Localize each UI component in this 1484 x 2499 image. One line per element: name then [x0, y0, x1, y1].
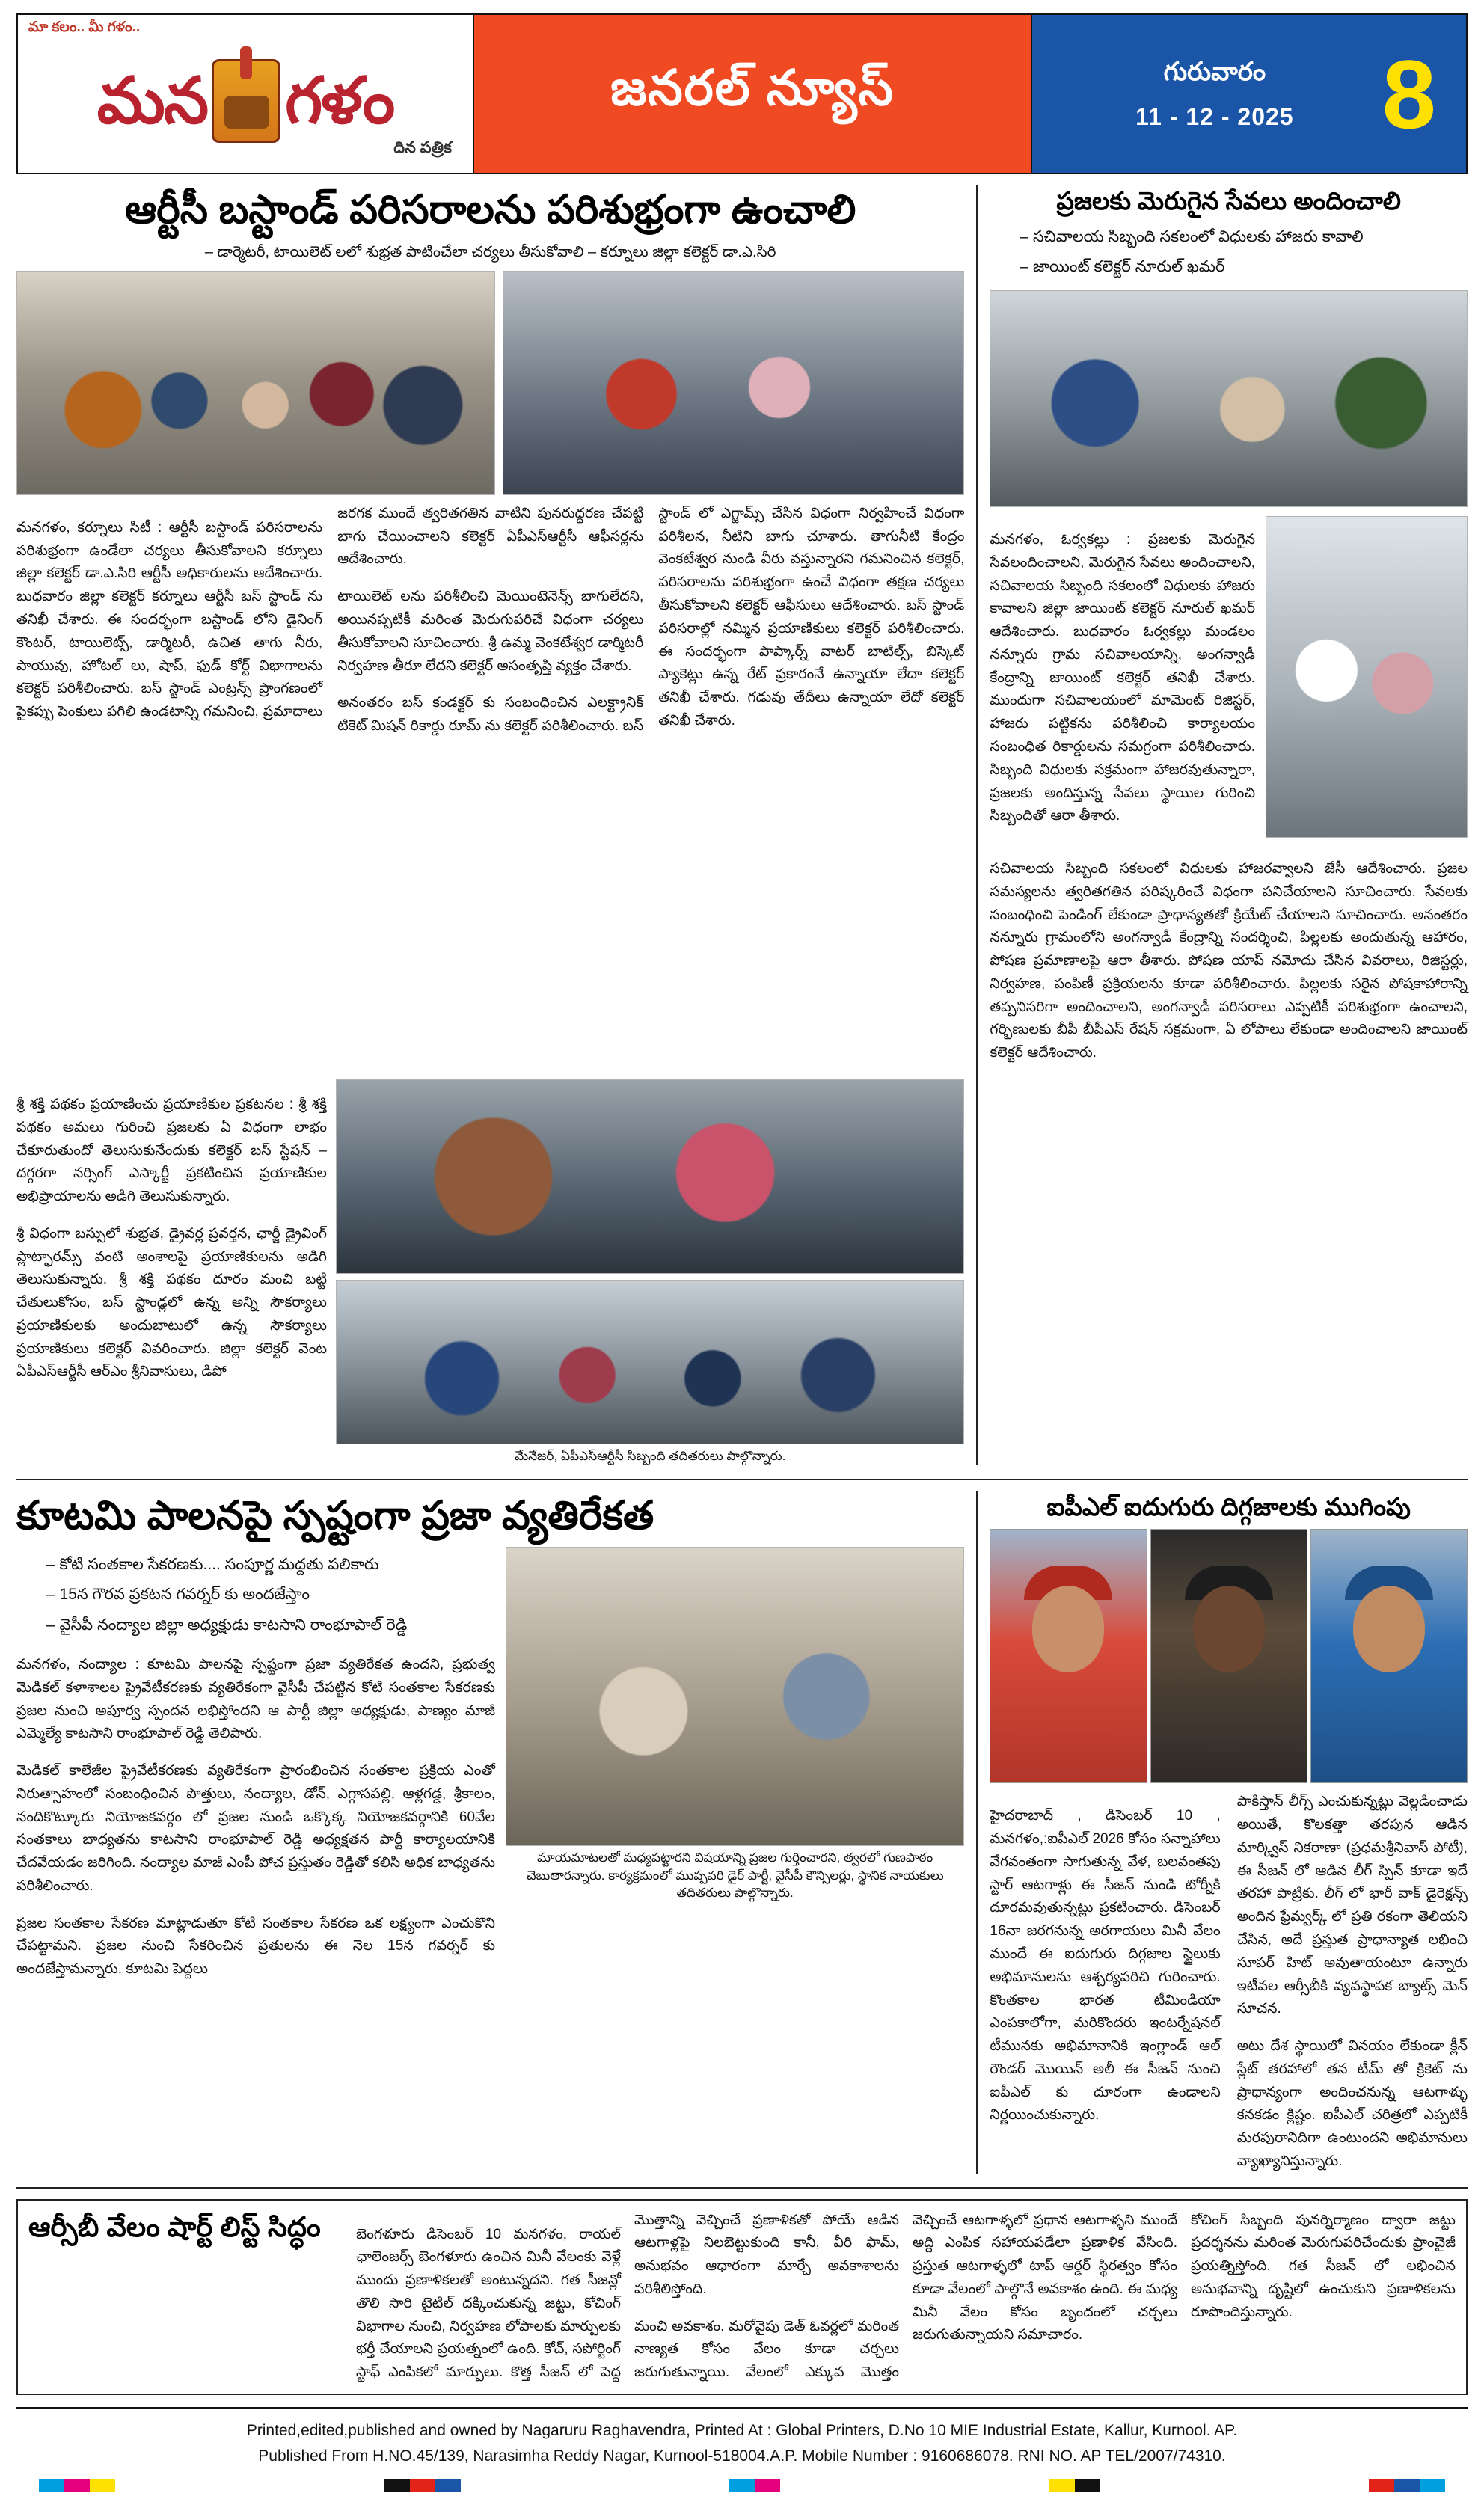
colorbar-yellow: [90, 2479, 115, 2492]
photo-anganwadi-visit: [1266, 516, 1468, 838]
colorbar-group-mid-right: [1049, 2479, 1100, 2492]
colorbar-group-right: [1369, 2479, 1445, 2492]
masthead-subtitle: దిన పత్రిక: [393, 139, 452, 156]
politics-story: [16, 1491, 978, 2174]
sports-body: [990, 1791, 1468, 2173]
weekday-label: గురువారం: [1163, 57, 1266, 86]
lead-mid-paragraph: శ్రీ విధంగా బస్సులో శుభ్రత, డ్రైవర్ల ప్రవర్తన, ఛార్జీ డ్రైవింగ్ ప్లాట్ఫారమ్స్ వంటి అంశాలపై ప్రయాణికులను అడిగి తెలుసుకున్నారు. శ్రీ శక్తి పథకం దూరం మంచి బట్టి చేతులుకోసం, బస్ స్టాండ్లలో ఉన్న అన్ని సౌకర్యాలు ప్రయాణికులకు అందుబాటులో ఉన్న సౌకర్యాలు ప్రయాణికులు కలెక్టర్ వివరించారు. జిల్లా కలెక్టర్ వెంట ఏపీఎస్ఆర్టీసీ ఆర్ఎం శ్రీనివాసులు, డిపో: [16, 1225, 327, 1380]
photo-passenger-interaction: [336, 1079, 964, 1274]
player-head: [1353, 1586, 1425, 1672]
colorbar-yellow: [1049, 2479, 1075, 2492]
sports-story: [978, 1491, 1468, 2174]
rcb-paragraph: కోచింగ్ సిబ్బంది పునర్నిర్మాణం ద్వారా జట్టు ప్రదర్శనను మరింత మెరుగుపరిచేందుకు ఫ్రాంచైజీ ప్రయత్నిస్తోంది. గత సీజన్ లో లభించిన అనుభవాన్ని దృష్టిలో ఉంచుకుని ప్రణాళికలను రూపొందిస్తున్నారు.: [1191, 2212, 1456, 2320]
lead-body-columns: [16, 503, 964, 738]
lead-continuation-left: [16, 1079, 978, 1465]
photo-cricketer-2: [1150, 1529, 1307, 1783]
rcb-paragraph: బెంగళూరు డిసెంబర్ 10 మనగళం, రాయల్ ఛాలెంజర్స్ బెంగళూరు ఉంచిన మినీ వేలంకు వెళ్లే ముందు ప్రణాళికలతో అంటున్నదని. గత సీజన్లో తొలి సారి టైటిల్ దక్కించుకున్న జట్టు, కోచింగ్ విభాగాల నుంచి, నిర్వహణ లోపాలకు మార్పులకు భర్తీ చేయాలని ప్రయత్నంలో ఉంది. కోచ్, సపోర్టింగ్ స్టాఫ్ ఎంపికలో మార్పులు. కొత్త సీజన్ లో పెద్ద మొత్తాన్ని వెచ్చించే ప్రణాళికతో పోయే ఆడిన ఆటగాళ్లపై నిలబెట్టుకుంది కానీ, వీరి ఫామ్, అనుభవం ఆధారంగా మార్చే అవకాశాలను పరిశీలిస్తోంది.: [356, 2212, 899, 2381]
bullet-item: – 15న గౌరవ ప్రకటన గవర్నర్ కు అందజేస్తాం: [46, 1586, 310, 1604]
print-registration-bars: [16, 2479, 1468, 2492]
logo-word-left: మన: [96, 64, 208, 137]
rcb-headline: ఆర్సీబీ వేలం షార్ట్ లిస్ట్ సిద్ధం: [28, 2211, 321, 2242]
date-label: 11 - 12 - 2025: [1135, 102, 1294, 130]
services-bullets: [990, 224, 1468, 282]
services-body: [990, 515, 1468, 1065]
lead-photo-caption: మేనేజర్, ఏపీఎస్ఆర్టీసీ సిబ్బంది తదితరులు పాల్గొన్నారు.: [515, 1448, 786, 1463]
politics-body: [16, 1654, 495, 1981]
colorbar-magenta: [64, 2479, 90, 2492]
photo-bus-stand-inspection: [16, 271, 495, 495]
bullet-item: – కోటి సంతకాల సేకరణకు.... సంపూర్ణ మద్దతు పలికారు: [46, 1555, 379, 1573]
section-title-text: జనరల్ న్యూస్: [610, 60, 895, 115]
masthead: [16, 13, 1468, 174]
colorbar-blue: [1394, 2479, 1420, 2492]
masthead-logo-wordmark: [18, 59, 473, 143]
lead-headline: ఆర్టీసీ బస్టాండ్ పరిసరాలను పరిశుభ్రంగా ఉంచాలి: [125, 188, 856, 232]
photo-staff-lineup: [336, 1280, 964, 1444]
colorbar-group-mid-left: [384, 2479, 461, 2492]
politics-photo-caption: మాయమాటలతో మధ్యపట్టారని విషయాన్ని ప్రజల గుర్తించారని, త్వరలో గుణపాఠం చెబుతారన్నారు. కార్యక్రమంలో ముప్పవరి డైర్ పార్టీ, వైసీపీ కౌన్సిలర్లు, స్థానిక నాయకులు తదితరులు పాల్గొన్నారు.: [526, 1850, 944, 1901]
colorbar-magenta: [755, 2479, 780, 2492]
sports-headline: ఐపీఎల్ ఐదుగురు దిగ్గజాలకు ముగింపు: [1046, 1492, 1411, 1521]
lead-body: [16, 503, 964, 738]
lead-deck: – డార్మెటరీ, టాయిలెట్ లలో శుభ్రత పాటించేలా చర్యలు తీసుకోవాలి – కర్నూలు జిల్లా కలెక్టర్ డా.ఎ.సిరి: [204, 243, 776, 260]
services-story: [978, 185, 1468, 1079]
lead-mid-paragraph: శ్రీ శక్తి పథకం ప్రయాణించు ప్రయాణికుల ప్రకటనల : శ్రీ శక్తి పథకం అమలు గురించి ప్రజలకు ఏ విధంగా లాభం చేకూరుతుందో తెలుసుకునేందుకు కలెక్టర్ బస్ స్టేషన్ – దగ్గరగా నర్సింగ్ ఎస్కార్టీ ప్రకటించిన ప్రయాణికుల అభిప్రాయాలను అడిగి తెలుసుకున్నారు.: [16, 1096, 327, 1205]
politics-row: [16, 1547, 964, 1996]
lead-story: [16, 185, 978, 1079]
colorbar-cyan: [729, 2479, 755, 2492]
player-head: [1193, 1586, 1265, 1672]
page-number: 8: [1382, 39, 1436, 149]
sports-paragraph: పాకిస్తాన్ లీగ్స్ ఎంచుకున్నట్లు వెల్లడించాడు అయితే, కొలకత్తా తరపున ఆడిన మార్క్విస్ నికరాణా (ప్రధమశ్రీనివాస్ పోటీ), ఈ సీజన్ లో ఆడిన లీగ్ స్పిన్ కూడా ఇదే తరహా పాట్రికు. లీగ్ లో భారీ వాక్ డైరెక్షన్స్ అందిన ఫ్రేమ్వర్క్ లో ప్రతి రకంగా తెలియని చేసిన, అదే ప్రస్తుత ప్రాధాన్యాత లభించి సూపర్ హిట్ అవుతాయంటూ ఉన్నారు ఇటీవల ఆర్సీబీకి వ్యవస్థాపక బ్యాట్స్ మెన్ సూచన.: [1236, 1794, 1468, 2017]
masthead-logo: [18, 15, 474, 173]
masthead-tagline: మా కలం.. మీ గళం..: [28, 19, 141, 35]
rcb-body-col: [356, 2210, 1456, 2385]
masthead-section-title: [474, 15, 1032, 173]
politics-paragraph: మెడికల్ కాలేజీల ప్రైవేటీకరణకు వ్యతిరేకంగా ప్రారంభించిన సంతకాల ప్రక్రియ ఎంతో నిరుత్సాహంలో సంబంధించిన పొత్తులు, నంద్యాల, డోన్, ఎగ్గాసపల్లి, ఆళ్లగడ్డ, శ్రీకాలం, నందికొట్కూరు నియోజకవర్గం లో ప్రజల నుండి ఒక్కొక్క నియోజకవర్గానికి 60వేల సంతకాలు బాధ్యతను కాటసాని రాంభూపాల్ రెడ్డి అధ్యక్షతన పార్టీ కార్యాలయానికి చేదవేయడం జరిగింది. నంద్యాల మాజీ ఎంపీ పోచ ప్రస్తుతం రెడ్డితో కలిసి అధిక బాధ్యతను పరిశీలించారు.: [16, 1763, 495, 1894]
politics-headline: కూటమి పాలనపై స్పష్టంగా ప్రజా వ్యతిరేకత: [16, 1493, 654, 1538]
services-paragraph: మనగళం, ఓర్వకల్లు : ప్రజలకు మెరుగైన సేవలందించాలని, మెరుగైన సేవలు అందించాలని, సచివాలయ సిబ్బంది సకలంలో విధులకు హాజరు కావాలని జిల్లా జాయింట్ కలెక్టర్ నూరుల్ ఖమర్ ఆదేశించారు. బుధవారం ఓర్వకల్లు మండలం నన్నూరు గ్రామ సచివాలయాన్ని, అంగన్వాడీ కేంద్రాన్ని జాయింట్ కలెక్టర్ తనిఖీ చేశారు. ముందుగా సచివాలయంలో మామెంట్ రిజిస్టర్, హాజరు పట్టికను పరిశీలించి కార్యాలయం సంబంధిత రికార్డులను సమగ్రంగా పరిశీలించారు. సిబ్బంది విధులకు సక్రమంగా హాజరవుతున్నారా, ప్రజలకు అందిస్తున్న సేవలు స్థాయిల గురించి సిబ్బందితో ఆరా తీశారు.: [990, 532, 1255, 824]
masthead-dateblock: [1032, 15, 1466, 173]
bullet-item: – వైసీపీ నంద్యాల జిల్లా అధ్యక్షుడు కాటసాని రాంభూపాల్ రెడ్డి: [46, 1616, 408, 1634]
colorbar-cyan: [39, 2479, 64, 2492]
bullet-item: – జాయింట్ కలెక్టర్ నూరుల్ ఖమర్: [1020, 258, 1225, 276]
lead-paragraph: టాయిలెట్ లను పరిశీలించి మెయింటెనెన్స్ బాగులేదని, అయినప్పటికీ మరింత మెరుగుపరిచే విధంగా చర్యలు తీసుకోవాలని సూచించారు. శ్రీ ఉమ్మ వెంకటేశ్వర డార్మిటరీ నిర్వహణ తీరూ లేదని కలెక్టర్ అసంతృప్తి వ్యక్తం చేశారు.: [337, 589, 644, 674]
colorbar-cyan: [1420, 2479, 1445, 2492]
lead-cont-col2: [336, 1079, 964, 1465]
top-section: [16, 185, 1468, 1079]
colorbar-blue: [435, 2479, 461, 2492]
lead-continuation-right-spacer: [978, 1079, 1468, 1465]
politics-text-col: [16, 1547, 495, 1996]
photo-ysrcp-event: [506, 1547, 964, 1846]
photo-secretariat-inspection: [990, 290, 1468, 507]
section-divider: [16, 1479, 1468, 1480]
lead-paragraph: మనగళం, కర్నూలు సిటీ : ఆర్టీసీ బస్టాండ్ పరిసరాలను పరిశుభ్రంగా ఉండేలా చర్యలు తీసుకోవాలని కర్నూలు జిల్లా కలెక్టర్ డా.ఎ.సిరి ఆర్టీసీ అధికారులను ఆదేశించారు. బుధవారం జిల్లా కలెక్టర్ కర్నూలు ఆర్టీసీ బస్ స్టాండ్ ను తనిఖీ చేశారు. ఈ సందర్భంగా బస్టాండ్ లోని డైనింగ్ కౌంటర్, టాయిలెట్స్, డార్మిటరీ, ఉచిత తాగు నీరు, పాయువు, హోటల్ లు, షాప్, ఫుడ్ కోర్ట్ విభాగాలను కలెక్టర్ పరిశీలించారు. బస్ స్టాండ్ ఎంట్రన్స్ ప్రాంగణంలో పైకప్పు పెంకులు పగిలి ఉండటాన్ని గమనించి, ప్రమాదాలు జరగక ముందే త్వరితగతిన వాటిని పునరుద్ధరణ చేపట్టి బాగు చేయించాలని కలెక్టర్ ఏపీఎస్ఆర్టీసీ ఆఫీసర్లను ఆదేశించారు.: [16, 505, 644, 720]
player-head: [1032, 1586, 1104, 1672]
rcb-body: [356, 2210, 1456, 2385]
lead-cont-col1: [16, 1079, 327, 1465]
rcb-story: [16, 2199, 1468, 2395]
imprint: [16, 2407, 1468, 2468]
lead-paragraph: అనంతరం బస్ కండక్టర్ కు సంబంధించిన ఎలక్ట్రానిక్ టికెట్ మిషన్ రికార్డు రూమ్ ను కలెక్టర్ పరిశీలించారు. బస్ స్టాండ్ లో ఎగ్జామ్స్ చేసిన విధంగా నిర్వహించే విధంగా పరిశీలన, నీటిని బాగు చూశారు. తాగునీటి కేంద్రం వెంకటేశ్వర నుండి వీరు వస్తున్నారని గమనించిన కలెక్టర్, పరిసరాలను పరిశుభ్రంగా ఉంచే విధంగా తక్షణ చర్యలు తీసుకోవాలని కలెక్టర్ ఆఫీసులు ఆదేశించారు. బస్ స్టాండ్ పరిసరాల్లో నమ్మిన ప్రయాణికులు కలెక్టర్ పరిశీలించారు. ఈ సందర్భంగా పాప్కార్న్ వాటర్ బాటిల్స్, బిస్కెట్ ప్యాకెట్లు ఉన్న రేట్ ప్రకారంనే ఉన్నాయా లేదా కలెక్టర్ తనిఖీ చేశారు. గడువు తేదీలు ఉన్నాయా లేదో కలెక్టర్ తనిఖీ చేశారు.: [337, 505, 965, 735]
lead-photo-row: [16, 271, 964, 495]
photo-bus-interior: [503, 271, 964, 495]
masthead-date: [1055, 58, 1375, 131]
photo-cricketers: [990, 1529, 1468, 1783]
services-paragraph: సచివాలయ సిబ్బంది సకలంలో విధులకు హాజరవ్వాలని జేసీ ఆదేశించారు. ప్రజల సమస్యలను త్వరితగతిన పరిష్కరించే విధంగా పనిచేయాలని సూచించారు. సేవలకు సంబంధించి పెండింగ్ లేకుండా ప్రాధాన్యతతో క్రియేట్ చేయాలని సూచించారు. అనంతరం నన్నూరు గ్రామంలోని అంగన్వాడీ కేంద్రాన్ని సందర్శించి, పిల్లలకు అందుతున్న ఆహారం, పోషణ ప్రమాణాలపై ఆరా తీశారు. పోషణ యాప్ నమోదు చేసిన వివరాలు, రిజిస్టర్లు, నిర్వహణ, పంపిణీ ప్రక్రియలను కూడా పరిశీలించారు. పిల్లలకు సరైన పోషకాహారాన్ని తప్పనిసరిగా అందించాలని, అంగన్వాడీ పరిసరాలు ఎప్పటికీ పరిశుభ్రంగా ఉంచాలని, గర్భిణులకు బీపీ బీపీఎస్ రేషన్ సక్రమంగా, ఏ లోపాలు లేకుండా అందించాలని జాయింట్ కలెక్టర్ ఆదేశించారు.: [990, 861, 1468, 1061]
lead-cont-row: [16, 1079, 964, 1465]
section-divider: [16, 2187, 1468, 2189]
colorbar-black: [384, 2479, 410, 2492]
colorbar-red: [410, 2479, 435, 2492]
rcb-row: [28, 2210, 1456, 2385]
services-headline: ప్రజలకు మెరుగైన సేవలు అందించాలి: [1056, 187, 1401, 215]
sports-paragraph: హైదరాబాద్ , డిసెంబర్ 10 , మనగళం,:ఐపీఎల్ 2026 కోసం సన్నాహాలు వేగవంతంగా సాగుతున్న వేళ, బలవంతపు స్టార్ ఆటగాళ్లు ఈ సీజన్ నుండి టోర్నీకి దూరమవుతున్నట్లు ప్రకటించారు. డిసెంబర్ 16నా జరగనున్న అరగాయలు మినీ వేలం ముందే ఈ ఐదుగురు దిగ్గజాల స్టైలుకు అభిమానులను ఆశ్చర్యపరిచి గురించారు. కొంతకాల భారత టీమిండియా ఎంపకాలోగా, మరికొందరు ఇంటర్నేషనల్ టీమునకు అభిమానానికి ఇంగ్లాండ్ ఆల్ రౌండర్ మొయిన్ అలీ ఈ సీజన్ నుంచి ఐపీఎల్ కు దూరంగా ఉండాలని నిర్ణయించుకున్నారు.: [990, 1808, 1221, 2124]
politics-paragraph: ప్రజల సంతకాల సేకరణ మాట్లాడుతూ కోటి సంతకాల సేకరణ ఒక లక్ష్యంగా ఎంచుకొని చేపట్టామని. ప్రజల నుంచి సేకరించిన ప్రతులను ఈ నెల 15న గవర్నర్ కు అందజేస్తామన్నారు. కూటమి పెద్దలు: [16, 1915, 495, 1978]
rcb-paragraph: మంచి అవకాశం. మరోవైపు డెత్ ఓవర్లలో మరింత నాణ్యత కోసం వేలం కూడా చర్చలు జరుగుతున్నాయి. వేలంలో ఎక్కువ మొత్తం వెచ్చించే ఆటగాళ్ళలో ప్రధాన ఆటగాళ్ళని ముందే అద్ది ఎంపిక సహాయపడేలా ప్రణాళిక వేసింది. ప్రస్తుత ఆటగాళ్ళలో టాప్ ఆర్డర్ స్థిరత్వం కోసం కూడా వేలంలో పాల్గొనే అవకాశం ఉంది. ఈ మధ్య మినీ వేలం కోసం బృందంలో చర్చలు జరుగుతున్నాయని సమాచారం.: [634, 2212, 1177, 2381]
sports-paragraph: అటు దేశ స్థాయిలో వినయం లేకుండా క్లీన్ స్లేట్ తరహాలో తన టీమ్ తో క్రికెట్ ను ప్రాధాన్యంగా అందించనున్న ఆటగాళ్ళు కనకడం క్లిష్టం. ఐపీఎల్ చరిత్రలో ఎప్పటికీ మరపురానిదిగా ఉంటుందని అభిమానులు వ్యాఖ్యానిస్తున్నారు.: [1236, 2038, 1468, 2169]
photo-cricketer-1: [990, 1529, 1147, 1783]
photo-cricketer-3: [1310, 1529, 1468, 1783]
logo-word-right: గళం: [285, 64, 394, 137]
colorbar-group-left: [39, 2479, 115, 2492]
colorbar-red: [1369, 2479, 1394, 2492]
rcb-headline-col: [28, 2210, 343, 2385]
lead-continuation: [16, 1079, 1468, 1465]
fist-icon: [212, 59, 280, 143]
colorbar-black: [1075, 2479, 1100, 2492]
politics-bullets: [16, 1551, 495, 1640]
middle-section: [16, 1491, 1468, 2174]
imprint-line-1: Printed,edited,published and owned by Nagaruru Raghavendra, Printed At : Global Printers, D.No 10 MIE Industrial Estate, Kallur, Kurnool. AP.: [246, 2421, 1238, 2439]
politics-photo-col: [506, 1547, 964, 1996]
bullet-item: – సచివాలయ సిబ్బంది సకలంలో విధులకు హాజరు కావాలి: [1020, 227, 1364, 245]
politics-paragraph: మనగళం, నంద్యాల : కూటమి పాలనపై స్పష్టంగా ప్రజా వ్యతిరేకత ఉందని, ప్రభుత్వ మెడికల్ కళాశాలల ప్రైవేటీకరణకు వ్యతిరేకంగా వైసీపీ చేపట్టిన కోటి సంతకాల సేకరణకు ప్రజల నుంచి అపూర్వ స్పందన లభిస్తోందని ఆ పార్టీ జిల్లా అధ్యక్షుడు, పాణ్యం మాజీ ఎమ్మెల్యే కాటసాని రాంభూపాల్ రెడ్డి తెలిపారు.: [16, 1656, 495, 1742]
imprint-line-2: Published From H.NO.45/139, Narasimha Reddy Nagar, Kurnool-518004.A.P. Mobile Number : 9160686078. RNI NO. AP TEL/2007/74310.: [258, 2447, 1226, 2465]
colorbar-group-center: [729, 2479, 780, 2492]
